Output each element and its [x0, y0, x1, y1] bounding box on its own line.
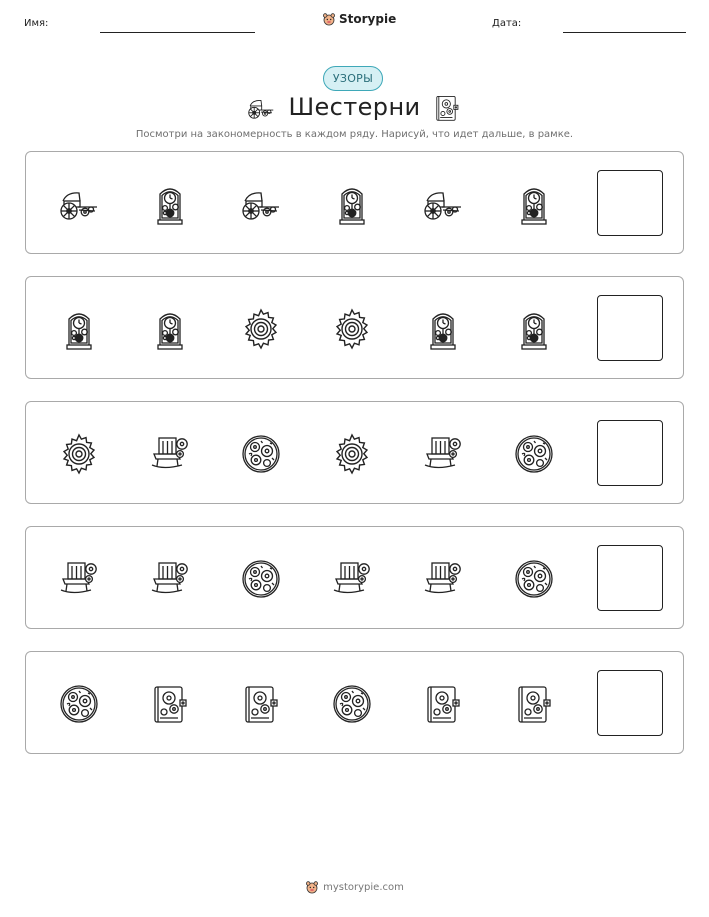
- page-title: Шестерни: [288, 93, 421, 121]
- gear-chair-icon: [148, 557, 192, 601]
- answer-box[interactable]: [597, 420, 663, 486]
- category-badge: УЗОРЫ: [323, 66, 383, 91]
- gear-book-icon: [148, 682, 192, 726]
- pattern-row-2: [25, 276, 684, 379]
- gear-chair-icon: [421, 557, 465, 601]
- title-row: [0, 93, 709, 125]
- footer: [0, 880, 709, 894]
- name-line[interactable]: [100, 32, 255, 33]
- name-label: Имя:: [24, 18, 49, 29]
- mascot-icon: [305, 880, 319, 894]
- gear-book-icon: [239, 682, 283, 726]
- gear-chair-icon: [148, 432, 192, 476]
- grandfather-clock-icon: [512, 307, 556, 351]
- gear-chair-icon: [57, 557, 101, 601]
- answer-box[interactable]: [597, 170, 663, 236]
- gear-disc-icon: [512, 432, 556, 476]
- pattern-row-5: [25, 651, 684, 754]
- mascot-icon: [322, 12, 336, 26]
- gear-icon: [239, 307, 283, 351]
- gear-disc-icon: [330, 682, 374, 726]
- footer-url: mystorypie.com: [323, 881, 404, 893]
- pattern-row-3: [25, 401, 684, 504]
- gear-icon: [330, 432, 374, 476]
- pattern-row-4: [25, 526, 684, 629]
- gear-chair-icon: [330, 557, 374, 601]
- grandfather-clock-icon: [148, 182, 192, 226]
- gear-disc-icon: [239, 432, 283, 476]
- grandfather-clock-icon: [330, 182, 374, 226]
- gear-chair-icon: [421, 432, 465, 476]
- answer-box[interactable]: [597, 545, 663, 611]
- gear-icon: [330, 307, 374, 351]
- gear-book-icon: [421, 682, 465, 726]
- brand-name: Storypie: [339, 12, 397, 26]
- brand-logo: [322, 12, 396, 26]
- grandfather-clock-icon: [148, 307, 192, 351]
- pattern-row-1: [25, 151, 684, 254]
- grandfather-clock-icon: [421, 307, 465, 351]
- gear-book-icon: [512, 682, 556, 726]
- grandfather-clock-icon: [512, 182, 556, 226]
- gear-icon: [57, 432, 101, 476]
- answer-box[interactable]: [597, 295, 663, 361]
- rickshaw-gear-icon: [239, 182, 283, 226]
- gear-book-icon: [432, 93, 462, 123]
- rickshaw-gear-icon: [421, 182, 465, 226]
- rickshaw-gear-icon: [57, 182, 101, 226]
- gear-disc-icon: [239, 557, 283, 601]
- gear-disc-icon: [57, 682, 101, 726]
- gear-disc-icon: [512, 557, 556, 601]
- grandfather-clock-icon: [57, 307, 101, 351]
- date-line[interactable]: [563, 32, 686, 33]
- date-label: Дата:: [492, 18, 522, 29]
- instructions: Посмотри на закономерность в каждом ряду. Нарисуй, что идет дальше, в рамке.: [135, 129, 574, 140]
- answer-box[interactable]: [597, 670, 663, 736]
